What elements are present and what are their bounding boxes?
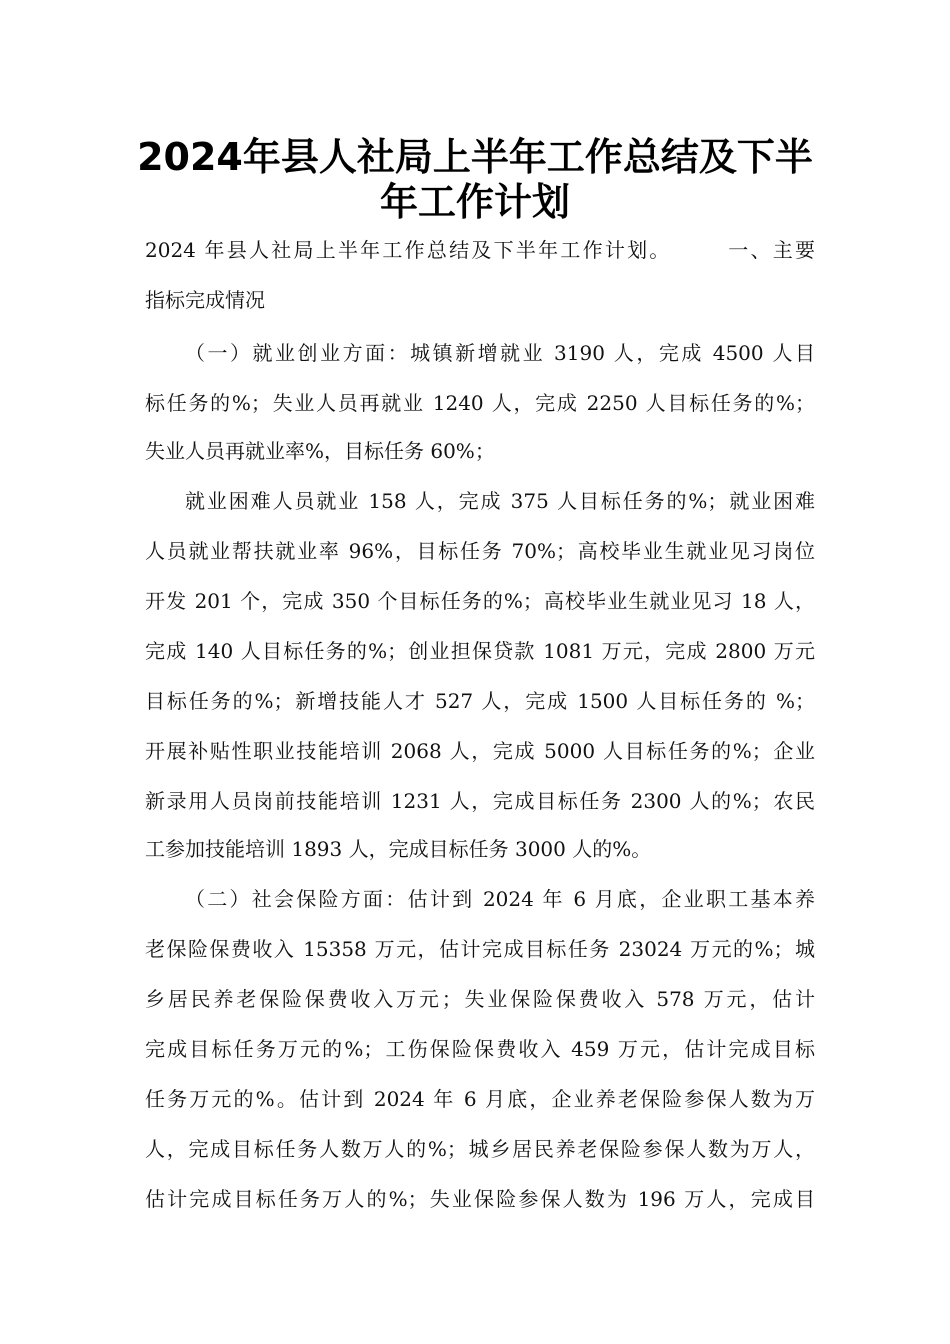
body-line: 估计完成目标任务万人的%；失业保险参保人数为 196 万人，完成目: [145, 1187, 815, 1211]
body-line: 目标任务的%；新增技能人才 527 人，完成 1500 人目标任务的 %；: [145, 689, 815, 713]
body-line: 失业人员再就业率%，目标任务 60%；: [145, 439, 495, 463]
document-title-line-2: 年工作计划: [379, 180, 570, 224]
body-line: 完成 140 人目标任务的%；创业担保贷款 1081 万元，完成 2800 万元: [145, 639, 815, 663]
body-line: 人，完成目标任务人数万人的%；城乡居民养老保险参保人数为万人，: [145, 1137, 815, 1161]
body-line: 2024 年县人社局上半年工作总结及下半年工作计划。 一、主要: [145, 238, 815, 262]
body-line: 老保险保费收入 15358 万元，估计完成目标任务 23024 万元的%；城: [145, 937, 815, 961]
body-line: 开发 201 个，完成 350 个目标任务的%；高校毕业生就业见习 18 人，: [145, 589, 815, 613]
body-line: 乡居民养老保险保费收入万元；失业保险保费收入 578 万元，估计: [145, 987, 815, 1011]
body-line: （二）社会保险方面：估计到 2024 年 6 月底，企业职工基本养: [185, 887, 815, 911]
body-line: 指标完成情况: [145, 288, 265, 312]
document-title-line-1: 2024年县人社局上半年工作总结及下半: [137, 135, 813, 179]
body-line: 开展补贴性职业技能培训 2068 人，完成 5000 人目标任务的%；企业: [145, 739, 815, 763]
body-line: 新录用人员岗前技能培训 1231 人，完成目标任务 2300 人的%；农民: [145, 789, 815, 813]
body-line: 工参加技能培训 1893 人，完成目标任务 3000 人的%。: [145, 837, 652, 861]
body-line: 就业困难人员就业 158 人，完成 375 人目标任务的%；就业困难: [185, 489, 815, 513]
body-line: （一）就业创业方面：城镇新增就业 3190 人，完成 4500 人目: [185, 341, 815, 365]
body-line: 完成目标任务万元的%；工伤保险保费收入 459 万元，估计完成目标: [145, 1037, 815, 1061]
body-line: 人员就业帮扶就业率 96%，目标任务 70%；高校毕业生就业见习岗位: [145, 539, 815, 563]
body-line: 标任务的%；失业人员再就业 1240 人，完成 2250 人目标任务的%；: [145, 391, 815, 415]
body-line: 任务万元的%。估计到 2024 年 6 月底，企业养老保险参保人数为万: [145, 1087, 815, 1111]
